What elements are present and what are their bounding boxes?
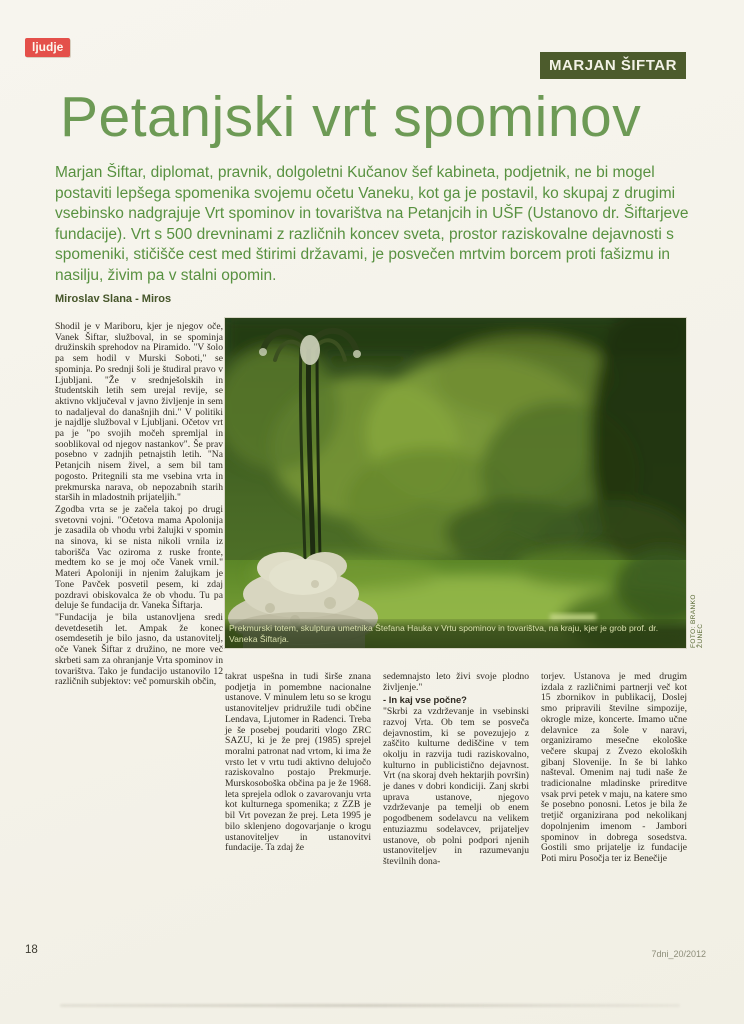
body-column-3	[383, 672, 529, 944]
article-title: Petanjski vrt spominov	[60, 85, 642, 149]
photo-credit: FOTO: BRANKO ŽUNEC	[690, 594, 704, 648]
issue-reference: 7dni_20/2012	[651, 949, 706, 959]
scan-artifact	[60, 1004, 680, 1007]
intro-paragraph: Marjan Šiftar, diplomat, pravnik, dolgoletni Kučanov šef kabineta, podjetnik, ne bi mogel postaviti lepšega spomenika svojemu očetu Vaneku, kot ga je postavil, ko skupaj z drugimi vsebinsko nadgrajuje Vrt spominov in tovarištva na Petanjcih in UŠF (Ustanovo dr. Šiftarjeve fundacije). Vrt s 500 drevninami z različnih koncev sveta, prostor raziskovalne dejavnosti s spomeniki, stičišče cest med štirimi državami, je posvečen mrtvim borcem proti fašizmu in nasilju, živim pa v stalni opomin.	[55, 164, 689, 284]
section-tag: ljudje	[25, 38, 70, 57]
body-column-4	[541, 672, 687, 944]
photo-caption: Prekmurski totem, skulptura umetnika Štefana Hauka v Vrtu spominov in tovarištva, na kraju, kjer je grob prof. dr. Vaneka Šiftarja.	[225, 619, 686, 648]
byline: Miroslav Slana - Miros	[55, 293, 172, 305]
author-badge: MARJAN ŠIFTAR	[540, 52, 686, 79]
paragraph: takrat uspešna in tudi širše znana podjetja in pomembne nacionalne ustanove. V minulem letu so se krogu ustanoviteljev pridružile tudi občine Lendava, Ljutomer in Radenci. Treba je še posebej poudariti vlogo ZRC SAZU, ki je že prej (1985) sprejel moralni patronat nad vrtom, ki ima že vrsto let v vrtu tudi aktivno delujočo raziskovalno postajo Prekmurje. Murskosoboška občina pa je že 1968. leta sprejela odlok o zavarovanju vrta kot kulturnega spomenika; z ZZB je bil Vrt povezan že prej. Leta 1995 je bilo sklenjeno dogovarjanje o krogu ustanoviteljev in ustanovitvi fundacije. Ta zdaj že	[225, 671, 371, 854]
paragraph: torjev. Ustanova je med drugim izdala z različnimi partnerji več kot 15 zbornikov in publikacij, Doslej smo pripravili številne simpozije, okrogle mize, koncerte. Imamo učne delavnice za šole v naravi, organiziramo mesečne ekološke večere skupaj z Zvezo ekoloških gibanj Slovenije. In še bi lahko našteval. Omenim naj tudi naše že tradicionalne mladinske prireditve vsak prvi petek v maju, na katere smo še posebno ponosni. Letos je bila že tretjič organizirana pod nekolikanj dopolnjenim imenom - Jambori spominov in dobrega sosedstva. Gostili smo prijatelje iz fundacije Poti miru Posočja ter iz Benečije	[541, 671, 687, 864]
body-column-1	[55, 322, 223, 964]
garden-photo	[225, 318, 686, 648]
paragraph: Shodil je v Mariboru, kjer je njegov oče, Vanek Šiftar, služboval, in se spominja družinskih sprehodov na Piramido. "V šolo pa sem hodil v Murski Soboti," se spominja. Po srednji šoli je študiral pravo v Ljubljani. "Že v srednješolskih in študentskih letih sem urejal revije, se aktivno vključeval v javno življenje in sem to nadaljeval do današnjih dni." V politiki je najdlje služboval v Ljubljani. Očetov vrt pa je "po svojih močeh spremljal in sooblikoval od njegov nastankov". Še prav posebno v zadnjih petnajstih letih. "Na Petanjcih nisem živel, a sem bil tam pogosto. Pritegnili sta me vsebina vrta in prekmurska narava, ob nepozabnih starih starših in mladostnih prijateljih."	[55, 321, 223, 504]
paragraph: "Skrbi za vzdrževanje in vsebinski razvoj Vrta. Ob tem se posveča dejavnostim, ki se povezujejo z zaščito kulturne dediščine v tem okolju in razvija tudi raziskovalno, kulturno in publicistično dejavnost. Vrt (na skoraj dveh hektarjih površin) je danes v dobri kondiciji. Zanj skrbi uprava ustanove, njegovo vzdrževanje pa temelji ob enem pogodbenem sodelavcu na velikem entuziazmu sodelavcev, prijateljev ustanove, ob polni podpori njenih ustanoviteljev in razumevanju številnih dona-	[383, 706, 529, 867]
paragraph: "Fundacija je bila ustanovljena sredi devetdesetih let. Ampak že konec osemdesetih je bilo jasno, da ustanovitelj, oče Vanek Šiftar z družino, ne more več skrbeti sam za ohranjanje Vrta spominov in tovarištva. Tako je fundacijo ustanovilo 12 različnih subjektov: več pomurskih občin,	[55, 611, 223, 688]
garden-photo-image	[225, 318, 686, 648]
body-column-2	[225, 672, 371, 944]
paragraph: Zgodba vrta se je začela takoj po drugi svetovni vojni. "Očetova mama Apolonija je zasadila ob vhodu vrbi žalujki v spomin na sinova, ki se nista nikoli vrnila iz taborišča Vac oziroma z ruske fronte, medtem ko se je moj oče Vanek vrnil." Materi Apoloniji in njenim žalujkam je Tone Pavček posvetil pesem, ki zdaj pozdravi obiskovalca že ob vhodu. Tu pa deluje še fundacija dr. Vaneka Šiftarja.	[55, 503, 223, 612]
interview-question: - In kaj vse počne?	[383, 694, 467, 706]
paragraph: sedemnajsto leto živi svoje plodno življenje."	[383, 671, 529, 693]
page-number: 18	[25, 944, 38, 956]
